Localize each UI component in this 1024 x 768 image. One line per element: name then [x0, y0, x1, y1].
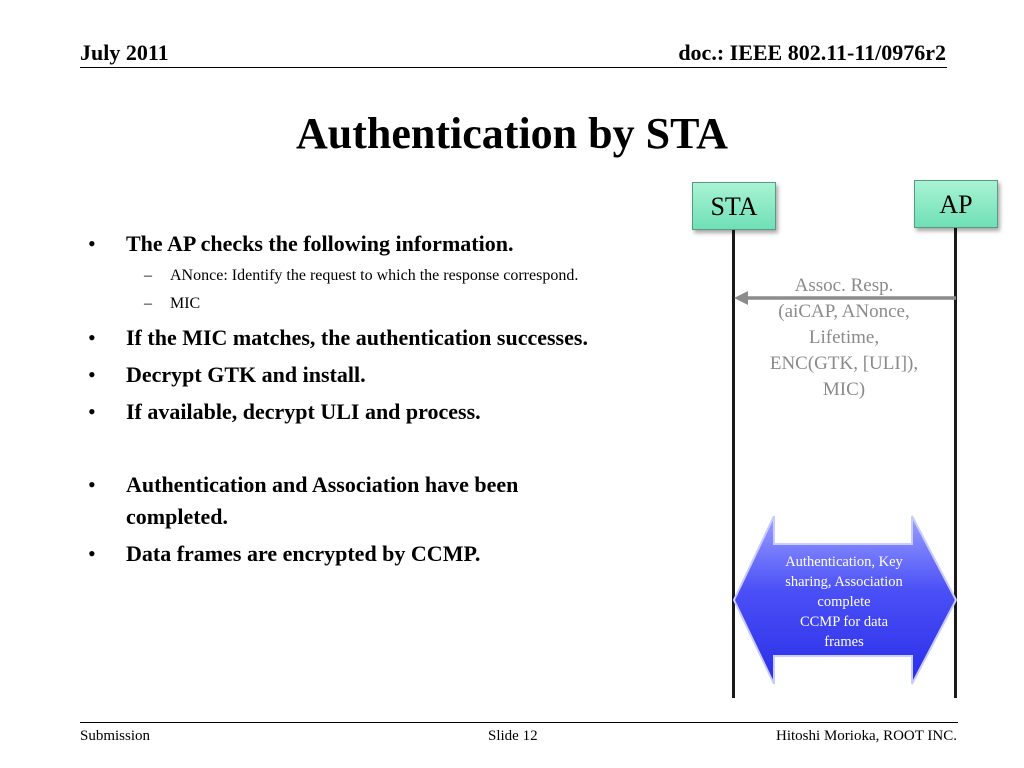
- sub-bullet-marker: –: [144, 295, 152, 312]
- ap-label: AP: [939, 190, 973, 219]
- bullet-marker: •: [88, 472, 96, 497]
- header-divider: [80, 67, 947, 68]
- completion-line: Authentication, Key: [785, 554, 903, 570]
- message-line: Lifetime,: [808, 327, 880, 348]
- sub-bullet-marker: –: [144, 267, 152, 284]
- completion-line: complete: [817, 594, 871, 610]
- bullet-marker: •: [88, 541, 96, 566]
- message-line: MIC): [822, 379, 866, 400]
- sta-node: [692, 182, 776, 230]
- completion-line: frames: [824, 634, 864, 650]
- bullet-marker: •: [88, 231, 96, 256]
- header-date: July 2011: [80, 40, 169, 65]
- sta-label: STA: [710, 192, 758, 221]
- footer-submission: Submission: [80, 728, 151, 744]
- header-doc-id: doc.: IEEE 802.11-11/0976r2: [678, 40, 946, 65]
- message-label: [740, 273, 948, 403]
- bullet-marker: •: [88, 325, 96, 350]
- bullet-text: Data frames are encrypted by CCMP.: [126, 541, 481, 566]
- footer-divider: [80, 722, 958, 723]
- completion-line: sharing, Association: [785, 574, 903, 590]
- slide-title: Authentication by STA: [296, 109, 728, 158]
- message-line: ENC(GTK, [ULI]),: [769, 353, 919, 374]
- bullet-text: Authentication and Association have been completed.: [126, 472, 519, 529]
- bullet-text: The AP checks the following information.: [126, 231, 514, 256]
- completion-label: [770, 552, 918, 652]
- bullet-text: If available, decrypt ULI and process.: [126, 399, 481, 424]
- completion-line: CCMP for data: [799, 614, 889, 630]
- message-line: Assoc. Resp.: [794, 275, 894, 296]
- footer-slide-number: Slide 12: [488, 728, 538, 744]
- bullet-marker: •: [88, 399, 96, 424]
- sub-bullet-text: MIC: [170, 295, 201, 312]
- bullet-text: If the MIC matches, the authentication successes.: [126, 325, 588, 350]
- sub-bullet-text: ANonce: Identify the request to which the response correspond.: [170, 267, 579, 284]
- bullet-marker: •: [88, 362, 96, 387]
- bullet-text: Decrypt GTK and install.: [126, 362, 366, 387]
- message-line: (aiCAP, ANonce,: [778, 301, 910, 322]
- ap-node: [914, 180, 998, 228]
- footer-author: Hitoshi Morioka, ROOT INC.: [776, 728, 957, 744]
